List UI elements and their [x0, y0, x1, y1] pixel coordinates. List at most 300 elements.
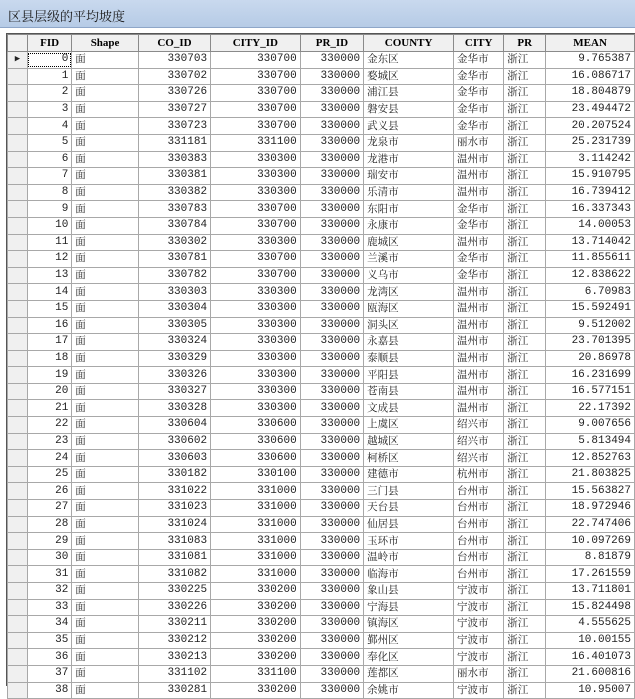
city-id-cell[interactable]: 330300 — [211, 350, 301, 367]
mean-cell[interactable]: 16.231699 — [546, 367, 635, 384]
pr-cell[interactable]: 浙江 — [504, 599, 546, 616]
county-cell[interactable]: 余姚市 — [364, 682, 454, 699]
city-id-cell[interactable]: 330700 — [211, 85, 301, 102]
city-cell[interactable]: 温州市 — [454, 334, 504, 351]
shape-cell[interactable]: 面 — [72, 549, 139, 566]
city-id-cell[interactable]: 330300 — [211, 383, 301, 400]
row-selector[interactable] — [8, 433, 28, 450]
table-row[interactable] — [8, 367, 635, 384]
table-row[interactable] — [8, 317, 635, 334]
row-selector[interactable] — [8, 134, 28, 151]
pr-cell[interactable]: 浙江 — [504, 350, 546, 367]
pr-cell[interactable]: 浙江 — [504, 483, 546, 500]
pr-cell[interactable]: 浙江 — [504, 682, 546, 699]
mean-cell[interactable]: 4.555625 — [546, 616, 635, 633]
county-cell[interactable]: 鄞州区 — [364, 632, 454, 649]
table-row[interactable] — [8, 483, 635, 500]
pr-cell[interactable]: 浙江 — [504, 549, 546, 566]
mean-cell[interactable]: 12.852763 — [546, 450, 635, 467]
county-cell[interactable]: 天台县 — [364, 500, 454, 517]
fid-cell[interactable]: 8 — [27, 184, 71, 201]
pr-id-cell[interactable]: 330000 — [300, 85, 363, 102]
city-cell[interactable]: 绍兴市 — [454, 417, 504, 434]
city-id-cell[interactable]: 330300 — [211, 317, 301, 334]
pr-cell[interactable]: 浙江 — [504, 533, 546, 550]
city-cell[interactable]: 宁波市 — [454, 599, 504, 616]
fid-cell[interactable]: 30 — [27, 549, 71, 566]
pr-id-cell[interactable]: 330000 — [300, 599, 363, 616]
mean-cell[interactable]: 22.747406 — [546, 516, 635, 533]
county-cell[interactable]: 苍南县 — [364, 383, 454, 400]
table-row[interactable] — [8, 201, 635, 218]
city-cell[interactable]: 宁波市 — [454, 616, 504, 633]
row-selector[interactable] — [8, 101, 28, 118]
city-cell[interactable]: 金华市 — [454, 118, 504, 135]
shape-cell[interactable]: 面 — [72, 151, 139, 168]
city-id-cell[interactable]: 330300 — [211, 367, 301, 384]
co-id-cell[interactable]: 330784 — [138, 217, 210, 234]
pr-id-cell[interactable]: 330000 — [300, 118, 363, 135]
pr-cell[interactable]: 浙江 — [504, 168, 546, 185]
county-cell[interactable]: 柯桥区 — [364, 450, 454, 467]
city-cell[interactable]: 宁波市 — [454, 682, 504, 699]
shape-cell[interactable]: 面 — [72, 52, 139, 69]
shape-cell[interactable]: 面 — [72, 599, 139, 616]
attribute-grid[interactable] — [6, 33, 635, 696]
mean-cell[interactable]: 11.855611 — [546, 251, 635, 268]
city-id-cell[interactable]: 330300 — [211, 400, 301, 417]
pr-id-cell[interactable]: 330000 — [300, 466, 363, 483]
mean-cell[interactable]: 16.401073 — [546, 649, 635, 666]
shape-cell[interactable]: 面 — [72, 300, 139, 317]
city-id-cell[interactable]: 330700 — [211, 267, 301, 284]
co-id-cell[interactable]: 330304 — [138, 300, 210, 317]
pr-id-cell[interactable]: 330000 — [300, 168, 363, 185]
co-id-cell[interactable]: 330382 — [138, 184, 210, 201]
city-cell[interactable]: 丽水市 — [454, 134, 504, 151]
fid-cell[interactable]: 7 — [27, 168, 71, 185]
city-cell[interactable]: 金华市 — [454, 85, 504, 102]
pr-id-cell[interactable]: 330000 — [300, 350, 363, 367]
city-id-cell[interactable]: 331000 — [211, 549, 301, 566]
column-header-shape[interactable]: Shape — [72, 35, 139, 52]
shape-cell[interactable]: 面 — [72, 168, 139, 185]
city-id-cell[interactable]: 330200 — [211, 682, 301, 699]
mean-cell[interactable]: 5.813494 — [546, 433, 635, 450]
pr-id-cell[interactable]: 330000 — [300, 417, 363, 434]
county-cell[interactable]: 瓯海区 — [364, 300, 454, 317]
pr-cell[interactable]: 浙江 — [504, 284, 546, 301]
row-selector[interactable] — [8, 583, 28, 600]
row-selector[interactable] — [8, 267, 28, 284]
pr-id-cell[interactable]: 330000 — [300, 367, 363, 384]
fid-cell[interactable]: 15 — [27, 300, 71, 317]
pr-id-cell[interactable]: 330000 — [300, 300, 363, 317]
shape-cell[interactable]: 面 — [72, 533, 139, 550]
row-selector[interactable] — [8, 649, 28, 666]
row-selector[interactable] — [8, 483, 28, 500]
co-id-cell[interactable]: 330329 — [138, 350, 210, 367]
county-cell[interactable]: 兰溪市 — [364, 251, 454, 268]
fid-cell[interactable]: 21 — [27, 400, 71, 417]
city-cell[interactable]: 绍兴市 — [454, 450, 504, 467]
pr-cell[interactable]: 浙江 — [504, 367, 546, 384]
city-id-cell[interactable]: 330200 — [211, 599, 301, 616]
row-selector[interactable] — [8, 184, 28, 201]
county-cell[interactable]: 象山县 — [364, 583, 454, 600]
shape-cell[interactable]: 面 — [72, 665, 139, 682]
co-id-cell[interactable]: 330726 — [138, 85, 210, 102]
city-cell[interactable]: 台州市 — [454, 566, 504, 583]
co-id-cell[interactable]: 331181 — [138, 134, 210, 151]
fid-cell[interactable]: 1 — [27, 68, 71, 85]
co-id-cell[interactable]: 331081 — [138, 549, 210, 566]
pr-cell[interactable]: 浙江 — [504, 433, 546, 450]
table-row[interactable] — [8, 665, 635, 682]
mean-cell[interactable]: 3.114242 — [546, 151, 635, 168]
pr-cell[interactable]: 浙江 — [504, 251, 546, 268]
shape-cell[interactable]: 面 — [72, 383, 139, 400]
shape-cell[interactable]: 面 — [72, 632, 139, 649]
co-id-cell[interactable]: 331023 — [138, 500, 210, 517]
mean-cell[interactable]: 10.00155 — [546, 632, 635, 649]
pr-id-cell[interactable]: 330000 — [300, 400, 363, 417]
fid-cell[interactable]: 32 — [27, 583, 71, 600]
city-id-cell[interactable]: 330300 — [211, 334, 301, 351]
mean-cell[interactable]: 25.231739 — [546, 134, 635, 151]
mean-cell[interactable]: 16.739412 — [546, 184, 635, 201]
county-cell[interactable]: 上虞区 — [364, 417, 454, 434]
pr-id-cell[interactable]: 330000 — [300, 334, 363, 351]
mean-cell[interactable]: 21.600816 — [546, 665, 635, 682]
pr-id-cell[interactable]: 330000 — [300, 649, 363, 666]
mean-cell[interactable]: 13.714042 — [546, 234, 635, 251]
fid-cell[interactable]: 23 — [27, 433, 71, 450]
shape-cell[interactable]: 面 — [72, 450, 139, 467]
pr-cell[interactable]: 浙江 — [504, 317, 546, 334]
city-cell[interactable]: 金华市 — [454, 68, 504, 85]
pr-id-cell[interactable]: 330000 — [300, 616, 363, 633]
city-cell[interactable]: 金华市 — [454, 217, 504, 234]
table-row[interactable] — [8, 300, 635, 317]
row-selector[interactable]: ▶ — [8, 52, 28, 69]
city-cell[interactable]: 台州市 — [454, 533, 504, 550]
table-row[interactable] — [8, 217, 635, 234]
pr-cell[interactable]: 浙江 — [504, 234, 546, 251]
pr-cell[interactable]: 浙江 — [504, 665, 546, 682]
shape-cell[interactable]: 面 — [72, 516, 139, 533]
county-cell[interactable]: 玉环市 — [364, 533, 454, 550]
fid-cell[interactable]: 3 — [27, 101, 71, 118]
county-cell[interactable]: 乐清市 — [364, 184, 454, 201]
shape-cell[interactable]: 面 — [72, 317, 139, 334]
city-id-cell[interactable]: 330300 — [211, 300, 301, 317]
county-cell[interactable]: 平阳县 — [364, 367, 454, 384]
shape-cell[interactable]: 面 — [72, 68, 139, 85]
table-row[interactable] — [8, 101, 635, 118]
mean-cell[interactable]: 15.563827 — [546, 483, 635, 500]
co-id-cell[interactable]: 330281 — [138, 682, 210, 699]
shape-cell[interactable]: 面 — [72, 649, 139, 666]
county-cell[interactable]: 仙居县 — [364, 516, 454, 533]
shape-cell[interactable]: 面 — [72, 267, 139, 284]
row-selector[interactable] — [8, 300, 28, 317]
pr-cell[interactable]: 浙江 — [504, 632, 546, 649]
city-cell[interactable]: 金华市 — [454, 52, 504, 69]
fid-cell[interactable]: 17 — [27, 334, 71, 351]
pr-cell[interactable]: 浙江 — [504, 85, 546, 102]
table-row[interactable] — [8, 118, 635, 135]
row-selector[interactable] — [8, 234, 28, 251]
co-id-cell[interactable]: 330703 — [138, 52, 210, 69]
city-id-cell[interactable]: 330300 — [211, 168, 301, 185]
city-id-cell[interactable]: 331000 — [211, 516, 301, 533]
mean-cell[interactable]: 15.592491 — [546, 300, 635, 317]
mean-cell[interactable]: 16.577151 — [546, 383, 635, 400]
mean-cell[interactable]: 23.701395 — [546, 334, 635, 351]
co-id-cell[interactable]: 331102 — [138, 665, 210, 682]
pr-cell[interactable]: 浙江 — [504, 616, 546, 633]
co-id-cell[interactable]: 330182 — [138, 466, 210, 483]
column-header-fid[interactable]: FID — [27, 35, 71, 52]
mean-cell[interactable]: 13.711801 — [546, 583, 635, 600]
mean-cell[interactable]: 6.70983 — [546, 284, 635, 301]
row-selector[interactable] — [8, 632, 28, 649]
co-id-cell[interactable]: 330782 — [138, 267, 210, 284]
city-cell[interactable]: 温州市 — [454, 317, 504, 334]
city-cell[interactable]: 温州市 — [454, 234, 504, 251]
city-id-cell[interactable]: 330300 — [211, 234, 301, 251]
city-cell[interactable]: 台州市 — [454, 483, 504, 500]
table-row[interactable] — [8, 334, 635, 351]
row-selector-header[interactable] — [8, 35, 28, 52]
fid-cell[interactable]: 28 — [27, 516, 71, 533]
fid-cell[interactable]: 24 — [27, 450, 71, 467]
mean-cell[interactable]: 20.207524 — [546, 118, 635, 135]
county-cell[interactable]: 龙泉市 — [364, 134, 454, 151]
table-row[interactable] — [8, 533, 635, 550]
county-cell[interactable]: 奉化区 — [364, 649, 454, 666]
city-cell[interactable]: 温州市 — [454, 300, 504, 317]
co-id-cell[interactable]: 330225 — [138, 583, 210, 600]
city-cell[interactable]: 宁波市 — [454, 649, 504, 666]
table-row[interactable] — [8, 267, 635, 284]
pr-cell[interactable]: 浙江 — [504, 68, 546, 85]
row-selector[interactable] — [8, 516, 28, 533]
fid-cell[interactable]: 5 — [27, 134, 71, 151]
pr-cell[interactable]: 浙江 — [504, 300, 546, 317]
table-row[interactable] — [8, 500, 635, 517]
row-selector[interactable] — [8, 317, 28, 334]
county-cell[interactable]: 龙港市 — [364, 151, 454, 168]
shape-cell[interactable]: 面 — [72, 483, 139, 500]
mean-cell[interactable]: 14.00053 — [546, 217, 635, 234]
row-selector[interactable] — [8, 599, 28, 616]
row-selector[interactable] — [8, 549, 28, 566]
table-row[interactable] — [8, 184, 635, 201]
city-id-cell[interactable]: 331100 — [211, 134, 301, 151]
co-id-cell[interactable]: 330213 — [138, 649, 210, 666]
co-id-cell[interactable]: 330303 — [138, 284, 210, 301]
pr-cell[interactable]: 浙江 — [504, 201, 546, 218]
table-row[interactable] — [8, 450, 635, 467]
county-cell[interactable]: 文成县 — [364, 400, 454, 417]
fid-cell[interactable]: 38 — [27, 682, 71, 699]
city-cell[interactable]: 台州市 — [454, 549, 504, 566]
column-header-city-id[interactable]: CITY_ID — [211, 35, 301, 52]
row-selector[interactable] — [8, 118, 28, 135]
city-id-cell[interactable]: 330600 — [211, 417, 301, 434]
fid-cell[interactable]: 37 — [27, 665, 71, 682]
fid-cell[interactable]: 34 — [27, 616, 71, 633]
pr-cell[interactable]: 浙江 — [504, 267, 546, 284]
city-id-cell[interactable]: 330300 — [211, 284, 301, 301]
mean-cell[interactable]: 16.086717 — [546, 68, 635, 85]
city-id-cell[interactable]: 330700 — [211, 68, 301, 85]
fid-cell[interactable]: 27 — [27, 500, 71, 517]
table-row[interactable] — [8, 284, 635, 301]
co-id-cell[interactable]: 330212 — [138, 632, 210, 649]
row-selector[interactable] — [8, 85, 28, 102]
county-cell[interactable]: 临海市 — [364, 566, 454, 583]
city-cell[interactable]: 温州市 — [454, 350, 504, 367]
column-header-co-id[interactable]: CO_ID — [138, 35, 210, 52]
co-id-cell[interactable]: 330602 — [138, 433, 210, 450]
fid-cell[interactable]: 33 — [27, 599, 71, 616]
table-row[interactable] — [8, 234, 635, 251]
county-cell[interactable]: 温岭市 — [364, 549, 454, 566]
table-row[interactable] — [8, 68, 635, 85]
fid-cell[interactable]: 16 — [27, 317, 71, 334]
shape-cell[interactable]: 面 — [72, 334, 139, 351]
table-row[interactable] — [8, 599, 635, 616]
county-cell[interactable]: 东阳市 — [364, 201, 454, 218]
co-id-cell[interactable]: 330211 — [138, 616, 210, 633]
table-row[interactable] — [8, 466, 635, 483]
shape-cell[interactable]: 面 — [72, 201, 139, 218]
fid-cell[interactable]: 11 — [27, 234, 71, 251]
county-cell[interactable]: 浦江县 — [364, 85, 454, 102]
shape-cell[interactable]: 面 — [72, 284, 139, 301]
co-id-cell[interactable]: 331083 — [138, 533, 210, 550]
pr-id-cell[interactable]: 330000 — [300, 682, 363, 699]
county-cell[interactable]: 龙湾区 — [364, 284, 454, 301]
row-selector[interactable] — [8, 500, 28, 517]
city-cell[interactable]: 绍兴市 — [454, 433, 504, 450]
table-row[interactable] — [8, 417, 635, 434]
mean-cell[interactable]: 10.95007 — [546, 682, 635, 699]
fid-cell[interactable]: 6 — [27, 151, 71, 168]
co-id-cell[interactable]: 330305 — [138, 317, 210, 334]
city-id-cell[interactable]: 330200 — [211, 632, 301, 649]
pr-id-cell[interactable]: 330000 — [300, 383, 363, 400]
pr-id-cell[interactable]: 330000 — [300, 317, 363, 334]
row-selector[interactable] — [8, 251, 28, 268]
city-cell[interactable]: 温州市 — [454, 184, 504, 201]
city-id-cell[interactable]: 331100 — [211, 665, 301, 682]
co-id-cell[interactable]: 330328 — [138, 400, 210, 417]
pr-id-cell[interactable]: 330000 — [300, 632, 363, 649]
shape-cell[interactable]: 面 — [72, 101, 139, 118]
pr-id-cell[interactable]: 330000 — [300, 52, 363, 69]
county-cell[interactable]: 磐安县 — [364, 101, 454, 118]
co-id-cell[interactable]: 330783 — [138, 201, 210, 218]
city-cell[interactable]: 台州市 — [454, 516, 504, 533]
pr-id-cell[interactable]: 330000 — [300, 284, 363, 301]
mean-cell[interactable]: 18.804879 — [546, 85, 635, 102]
row-selector[interactable] — [8, 168, 28, 185]
city-cell[interactable]: 金华市 — [454, 267, 504, 284]
city-id-cell[interactable]: 330700 — [211, 101, 301, 118]
pr-id-cell[interactable]: 330000 — [300, 201, 363, 218]
mean-cell[interactable]: 22.17392 — [546, 400, 635, 417]
fid-cell[interactable]: 25 — [27, 466, 71, 483]
table-row[interactable] — [8, 549, 635, 566]
row-selector[interactable] — [8, 383, 28, 400]
shape-cell[interactable]: 面 — [72, 350, 139, 367]
column-header-city[interactable]: CITY — [454, 35, 504, 52]
co-id-cell[interactable]: 330324 — [138, 334, 210, 351]
pr-cell[interactable]: 浙江 — [504, 101, 546, 118]
county-cell[interactable]: 莲都区 — [364, 665, 454, 682]
city-cell[interactable]: 温州市 — [454, 383, 504, 400]
row-selector[interactable] — [8, 450, 28, 467]
pr-cell[interactable]: 浙江 — [504, 583, 546, 600]
county-cell[interactable]: 镇海区 — [364, 616, 454, 633]
city-id-cell[interactable]: 330200 — [211, 649, 301, 666]
shape-cell[interactable]: 面 — [72, 566, 139, 583]
shape-cell[interactable]: 面 — [72, 85, 139, 102]
mean-cell[interactable]: 20.86978 — [546, 350, 635, 367]
column-header-county[interactable]: COUNTY — [364, 35, 454, 52]
fid-cell[interactable]: 18 — [27, 350, 71, 367]
fid-cell[interactable]: 9 — [27, 201, 71, 218]
row-selector[interactable] — [8, 533, 28, 550]
co-id-cell[interactable]: 331022 — [138, 483, 210, 500]
shape-cell[interactable]: 面 — [72, 400, 139, 417]
co-id-cell[interactable]: 330604 — [138, 417, 210, 434]
table-row[interactable] — [8, 400, 635, 417]
pr-cell[interactable]: 浙江 — [504, 184, 546, 201]
fid-cell[interactable]: 14 — [27, 284, 71, 301]
pr-id-cell[interactable]: 330000 — [300, 251, 363, 268]
city-cell[interactable]: 温州市 — [454, 400, 504, 417]
pr-cell[interactable]: 浙江 — [504, 383, 546, 400]
pr-cell[interactable]: 浙江 — [504, 134, 546, 151]
fid-cell[interactable]: 22 — [27, 417, 71, 434]
pr-cell[interactable]: 浙江 — [504, 400, 546, 417]
pr-id-cell[interactable]: 330000 — [300, 234, 363, 251]
city-cell[interactable]: 金华市 — [454, 251, 504, 268]
table-row[interactable] — [8, 251, 635, 268]
pr-id-cell[interactable]: 330000 — [300, 583, 363, 600]
column-header-pr[interactable]: PR — [504, 35, 546, 52]
table-row[interactable] — [8, 85, 635, 102]
table-row[interactable] — [8, 516, 635, 533]
row-selector[interactable] — [8, 151, 28, 168]
city-cell[interactable]: 温州市 — [454, 284, 504, 301]
mean-cell[interactable]: 9.765387 — [546, 52, 635, 69]
column-header-mean[interactable]: MEAN — [546, 35, 635, 52]
table-row[interactable] — [8, 616, 635, 633]
pr-cell[interactable]: 浙江 — [504, 118, 546, 135]
mean-cell[interactable]: 12.838622 — [546, 267, 635, 284]
mean-cell[interactable]: 8.81879 — [546, 549, 635, 566]
table-row[interactable] — [8, 649, 635, 666]
fid-cell[interactable]: 2 — [27, 85, 71, 102]
mean-cell[interactable]: 10.097269 — [546, 533, 635, 550]
pr-id-cell[interactable]: 330000 — [300, 566, 363, 583]
